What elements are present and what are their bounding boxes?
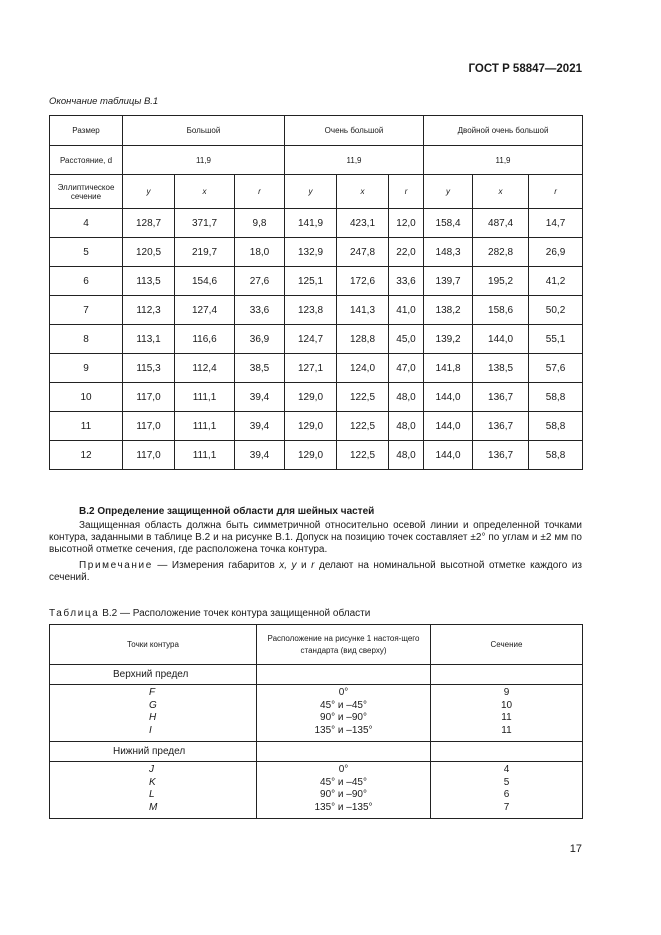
angle-value: 0° [338,687,349,698]
section-value: 11 [501,724,512,736]
var-header: r [389,175,424,209]
section-value: 4 [503,764,510,775]
value-cell: 55,1 [529,325,583,354]
value-cell: 33,6 [235,296,285,325]
points-row [50,685,583,742]
var-header: y [285,175,337,209]
var-header: r [529,175,583,209]
table-row [50,296,583,325]
table-b1 [49,115,583,470]
value-cell: 144,0 [473,325,529,354]
value-cell: 154,6 [175,267,235,296]
value-cell: 141,9 [285,209,337,238]
value-cell: 158,4 [424,209,473,238]
value-cell: 139,2 [424,325,473,354]
value-cell: 27,6 [235,267,285,296]
value-cell: 12,0 [389,209,424,238]
section-value: 6 [503,789,510,800]
angle-value: 0° [338,764,349,775]
value-cell: 112,4 [175,354,235,383]
section-value: 7 [503,801,510,813]
section-value-cell [431,685,583,742]
document-id: ГОСТ Р 58847—2021 [468,63,582,75]
contour-point: F [149,687,156,698]
table-row [50,441,583,470]
value-cell: 172,6 [337,267,389,296]
value-cell: 195,2 [473,267,529,296]
distance-header: Расстояние, d [50,146,123,175]
var-header: r [235,175,285,209]
value-cell: 247,8 [337,238,389,267]
value-cell: 26,9 [529,238,583,267]
angle-value: 45° и –45° [320,699,367,711]
empty-cell [257,665,431,685]
table-row [50,238,583,267]
group-header: Двойной очень большой [424,116,583,146]
value-cell: 14,7 [529,209,583,238]
empty-cell [431,665,583,685]
value-cell: 39,4 [235,412,285,441]
table-b2 [49,624,583,819]
table2-caption: Таблица В.2 — Расположение точек контура защищенной области [49,608,371,619]
value-cell: 57,6 [529,354,583,383]
contour-point: M [149,801,158,813]
value-cell: 112,3 [123,296,175,325]
angle-value: 45° и –45° [320,776,367,788]
size-header: Размер [50,116,123,146]
t2-header: Сечение [431,625,583,665]
section-number-cell: 7 [50,296,123,325]
t2-header: Расположение на рисунке 1 настоя-щего стандарта (вид сверху) [257,625,431,665]
section-value: 9 [503,687,510,698]
table-b1-body [50,209,583,470]
value-cell: 115,3 [123,354,175,383]
value-cell: 9,8 [235,209,285,238]
section-number-cell: 5 [50,238,123,267]
value-cell: 282,8 [473,238,529,267]
group-header: Большой [123,116,285,146]
section-number-cell: 8 [50,325,123,354]
value-cell: 141,8 [424,354,473,383]
var-header: x [473,175,529,209]
value-cell: 48,0 [389,441,424,470]
value-cell: 423,1 [337,209,389,238]
group-row [50,742,583,762]
section-number-cell: 9 [50,354,123,383]
section-paragraph: Защищенная область должна быть симметричной относительно осевой линии и определенной точками контура, заданными в таблице В.2 и на рисунке В.1. Допуск на позицию точек составляет ±2° по углам и ±2 мм по высотной отметке сечения, где расположена точка контура. [49,520,582,555]
var-header: y [424,175,473,209]
value-cell: 58,8 [529,441,583,470]
value-cell: 111,1 [175,441,235,470]
value-cell: 117,0 [123,412,175,441]
angle-value-cell [257,685,431,742]
value-cell: 113,1 [123,325,175,354]
note-label: Примечание [79,560,153,571]
section-header: Эллиптическое сечение [50,175,123,209]
value-cell: 117,0 [123,441,175,470]
value-cell: 129,0 [285,383,337,412]
value-cell: 124,7 [285,325,337,354]
contour-point: L [149,789,155,800]
table-row [50,354,583,383]
angle-value-cell [257,762,431,819]
table-row [50,325,583,354]
section-value: 5 [503,776,510,788]
value-cell: 144,0 [424,412,473,441]
value-cell: 138,2 [424,296,473,325]
note-paragraph: Примечание — Измерения габаритов x, y и r делают на номинальной высотной отметке каждого из сечений. [49,560,582,583]
contour-point: I [149,724,152,736]
value-cell: 136,7 [473,412,529,441]
value-cell: 371,7 [175,209,235,238]
section-heading: В.2 Определение защищенной области для шейных частей [79,506,375,517]
value-cell: 141,3 [337,296,389,325]
value-cell: 116,6 [175,325,235,354]
value-cell: 113,5 [123,267,175,296]
value-cell: 58,8 [529,383,583,412]
group-row [50,665,583,685]
value-cell: 18,0 [235,238,285,267]
value-cell: 219,7 [175,238,235,267]
table-row [50,209,583,238]
value-cell: 128,8 [337,325,389,354]
group-label: Верхний предел [50,665,257,685]
value-cell: 127,4 [175,296,235,325]
section-value: 10 [500,699,513,711]
value-cell: 120,5 [123,238,175,267]
group-label: Нижний предел [50,742,257,762]
value-cell: 48,0 [389,383,424,412]
contour-point-cell [50,762,257,819]
value-cell: 45,0 [389,325,424,354]
value-cell: 22,0 [389,238,424,267]
contour-point: J [149,764,154,775]
value-cell: 144,0 [424,383,473,412]
value-cell: 138,5 [473,354,529,383]
value-cell: 58,8 [529,412,583,441]
value-cell: 41,2 [529,267,583,296]
contour-point: K [149,776,156,788]
value-cell: 39,4 [235,441,285,470]
value-cell: 129,0 [285,441,337,470]
var-header: y [123,175,175,209]
value-cell: 127,1 [285,354,337,383]
section-number-cell: 10 [50,383,123,412]
distance-value: 11,9 [424,146,583,175]
value-cell: 128,7 [123,209,175,238]
section-number-cell: 11 [50,412,123,441]
section-value-cell [431,762,583,819]
value-cell: 38,5 [235,354,285,383]
value-cell: 122,5 [337,383,389,412]
var-header: x [337,175,389,209]
section-number-cell: 12 [50,441,123,470]
value-cell: 117,0 [123,383,175,412]
table-row [50,267,583,296]
value-cell: 158,6 [473,296,529,325]
section-number-cell: 6 [50,267,123,296]
value-cell: 122,5 [337,412,389,441]
var-header: x [175,175,235,209]
value-cell: 124,0 [337,354,389,383]
page-number: 17 [569,843,582,855]
angle-value: 135° и –135° [314,801,373,813]
value-cell: 111,1 [175,383,235,412]
value-cell: 123,8 [285,296,337,325]
value-cell: 125,1 [285,267,337,296]
value-cell: 48,0 [389,412,424,441]
table-row [50,412,583,441]
value-cell: 136,7 [473,383,529,412]
empty-cell [431,742,583,762]
table1-caption: Окончание таблицы В.1 [49,96,159,107]
distance-value: 11,9 [285,146,424,175]
empty-cell [257,742,431,762]
value-cell: 47,0 [389,354,424,383]
points-row [50,762,583,819]
value-cell: 136,7 [473,441,529,470]
value-cell: 129,0 [285,412,337,441]
value-cell: 111,1 [175,412,235,441]
value-cell: 39,4 [235,383,285,412]
value-cell: 36,9 [235,325,285,354]
group-header: Очень большой [285,116,424,146]
section-value: 11 [501,712,512,723]
contour-point: H [149,712,157,723]
angle-value: 90° и –90° [320,712,367,723]
value-cell: 122,5 [337,441,389,470]
value-cell: 41,0 [389,296,424,325]
angle-value: 90° и –90° [320,789,367,800]
value-cell: 50,2 [529,296,583,325]
t2-header: Точки контура [50,625,257,665]
value-cell: 148,3 [424,238,473,267]
value-cell: 487,4 [473,209,529,238]
contour-point: G [149,699,157,711]
distance-value: 11,9 [123,146,285,175]
value-cell: 33,6 [389,267,424,296]
value-cell: 139,7 [424,267,473,296]
value-cell: 132,9 [285,238,337,267]
table-b2-body [50,665,583,819]
section-number-cell: 4 [50,209,123,238]
value-cell: 144,0 [424,441,473,470]
contour-point-cell [50,685,257,742]
angle-value: 135° и –135° [314,724,373,736]
table-row [50,383,583,412]
